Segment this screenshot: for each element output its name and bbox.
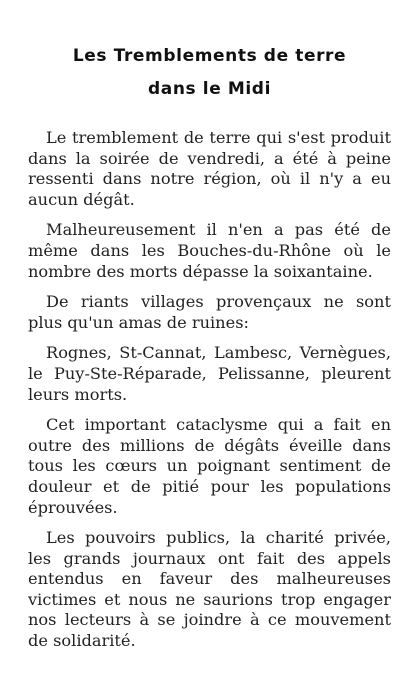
paragraph-5: Cet important cataclysme qui a fait en outre des millions de dégâts éveille dans tous les cœurs un poignant sentiment de douleur et de pitié pour les populations éprouvées.	[28, 415, 391, 517]
paragraph-2: Malheureusement il n'en a pas été de même dans les Bouches-du-Rhône où le nombre des morts dépasse la soixantaine.	[28, 220, 391, 281]
article-headline	[28, 40, 391, 106]
paragraph-1: Le tremblement de terre qui s'est produit dans la soirée de vendredi, a été à peine ressenti dans notre région, où il n'y a eu aucun dégât.	[28, 128, 391, 209]
headline-line-2: dans le Midi	[148, 79, 271, 99]
headline-line-1: Les Tremblements de terre	[72, 46, 347, 66]
paragraph-4: Rognes, St-Cannat, Lambesc, Vernègues, le Puy-Ste-Réparade, Pelissanne, pleurent leurs morts.	[28, 343, 391, 404]
paragraph-6: Les pouvoirs publics, la charité privée, les grands journaux ont fait des appels entendus en faveur des malheureuses victimes et nous ne saurions trop engager nos lecteurs à se joindre à ce mouvement de solidarité.	[28, 528, 391, 651]
paragraph-3: De riants villages provençaux ne sont plus qu'un amas de ruines:	[28, 292, 391, 332]
